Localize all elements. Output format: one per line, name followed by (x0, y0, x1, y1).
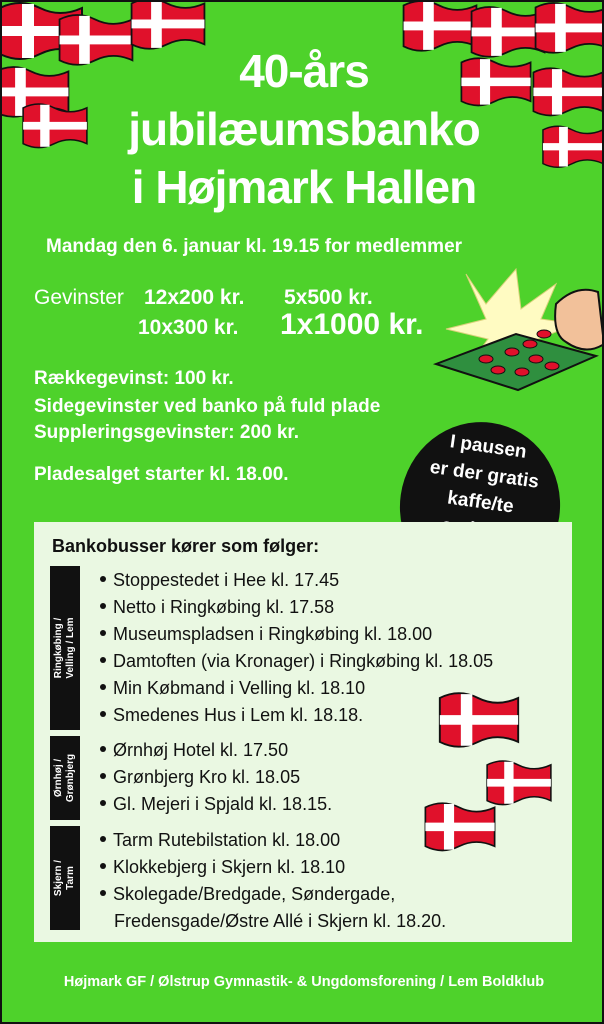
bus-stop: Grønbjerg Kro kl. 18.05 (100, 767, 300, 788)
bus-schedule-heading: Bankobusser kører som følger: (52, 536, 320, 556)
footer-organizers: Højmark GF / Ølstrup Gymnastik- & Ungdomsforening / Lem Boldklub (63, 974, 545, 990)
title-line-3: i Højmark Hallen (131, 161, 477, 213)
prize-5x500: 5x500 kr. (284, 286, 373, 309)
title-line-1: 40-års (239, 45, 369, 97)
bus-stop: Klokkebjerg i Skjern kl. 18.10 (100, 857, 345, 878)
bus-stop: Skolegade/Bredgade, Søndergade, (100, 884, 395, 905)
route-label-ornhoj: Ørnhøj / Grønbjerg (50, 736, 80, 820)
bus-stop: Damtoften (via Kronager) i Ringkøbing kl. 18.05 (100, 651, 493, 672)
title-line-2: jubilæumsbanko (128, 103, 480, 155)
row-prize: Rækkegevinst: 100 kr. (34, 368, 234, 389)
bubble-line: kaffe/te (446, 487, 515, 518)
sales-start: Pladesalget starter kl. 18.00. (34, 464, 289, 485)
prize-1x1000: 1x1000 kr. (280, 308, 424, 341)
danish-flag-icon (422, 798, 498, 854)
prize-10x300: 10x300 kr. (138, 316, 239, 339)
danish-flag-icon (436, 688, 522, 750)
bus-stop-continued: Fredensgade/Østre Allé i Skjern kl. 18.20. (114, 911, 447, 931)
bubble-line: I pausen (448, 431, 528, 463)
supplementary-prizes: Suppleringsgevinster: 200 kr. (34, 422, 300, 443)
bus-stop: Ørnhøj Hotel kl. 17.50 (100, 740, 288, 761)
date-line: Mandag den 6. januar kl. 19.15 for medlemmer (46, 236, 463, 257)
route-label-skjern: Skjern / Tarm (50, 826, 80, 930)
bus-stop: Smedenes Hus i Lem kl. 18.18. (100, 705, 363, 726)
bingo-board-illustration (426, 264, 604, 404)
bus-stop: Tarm Rutebilstation kl. 18.00 (100, 830, 340, 851)
bus-stop: Min Købmand i Velling kl. 18.10 (100, 678, 365, 699)
bubble-line: er der gratis (428, 456, 541, 493)
bus-stop: Museumspladsen i Ringkøbing kl. 18.00 (100, 624, 432, 645)
prize-12x200: 12x200 kr. (144, 286, 245, 309)
route-label-ringkobing: Ringkøbing / Velling / Lem (50, 566, 80, 730)
bus-stop: Stoppestedet i Hee kl. 17.45 (100, 570, 339, 591)
bus-schedule-box (34, 522, 572, 942)
bus-stop: Gl. Mejeri i Spjald kl. 18.15. (100, 794, 332, 815)
bus-stop: Netto i Ringkøbing kl. 17.58 (100, 597, 334, 618)
prizes-label: Gevinster (34, 286, 124, 309)
side-prizes: Sidegevinster ved banko på fuld plade (34, 396, 381, 417)
